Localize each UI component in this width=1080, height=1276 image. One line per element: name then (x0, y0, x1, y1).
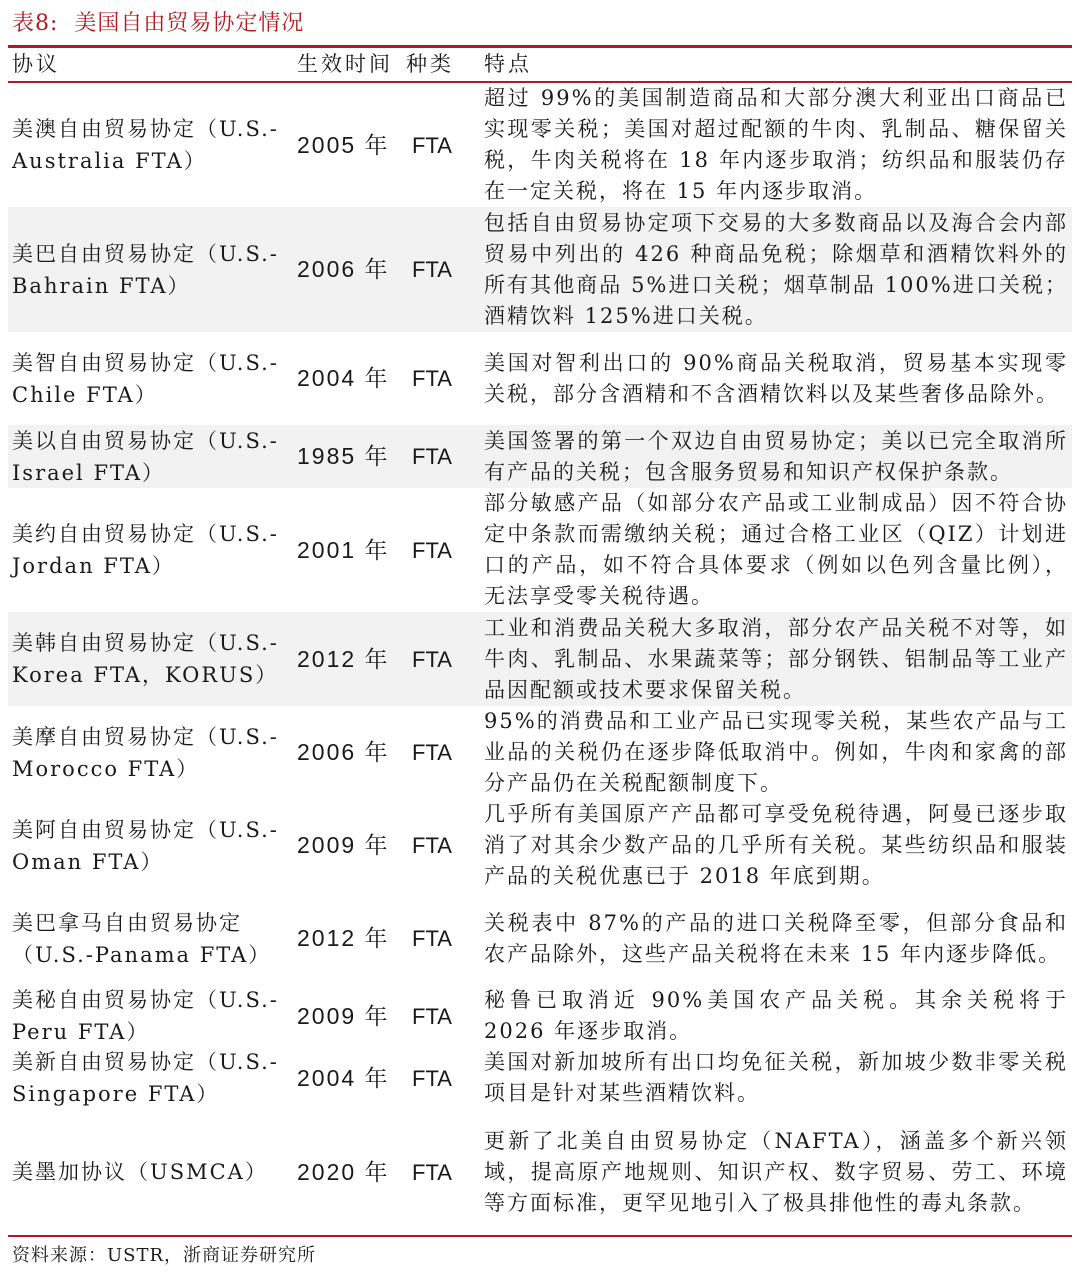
effective-year: 2012 年 (297, 645, 390, 672)
effective-year: 2020 年 (297, 1158, 390, 1185)
agreement-type: FTA (412, 646, 452, 672)
agreement-features: 更新了北美自由贸易协定（NAFTA），涵盖多个新兴领域，提高原产地规则、知识产权、数字贸易、劳工、环境等方面标准，更罕见地引入了极具排他性的毒丸条款。 (484, 1128, 1068, 1215)
table-row (8, 1047, 1072, 1109)
effective-year: 1985 年 (297, 443, 390, 469)
agreement-features: 美国签署的第一个双边自由贸易协定；美以已完全取消所有产品的关税；包含服务贸易和知识产权保护条款。 (484, 428, 1068, 484)
effective-year: 2004 年 (297, 1064, 390, 1091)
agreement-name: 美巴拿马自由贸易协定（U.S.-Panama FTA） (12, 910, 272, 967)
header-effective-date: 生效时间 (297, 52, 393, 76)
agreement-name: 美阿自由贸易协定（U.S.-Oman FTA） (12, 817, 279, 874)
agreement-name: 美秘自由贸易协定（U.S.-Peru FTA） (12, 988, 279, 1044)
header-type: 种类 (406, 52, 454, 76)
agreement-name: 美摩自由贸易协定（U.S.-Morocco FTA） (12, 724, 279, 781)
agreement-name: 美新自由贸易协定（U.S.-Singapore FTA） (12, 1050, 279, 1106)
effective-year: 2006 年 (297, 739, 390, 765)
agreement-name: 美以自由贸易协定（U.S.-Israel FTA） (12, 428, 279, 485)
agreement-type: FTA (412, 1003, 452, 1029)
agreement-name: 美巴自由贸易协定（U.S.-Bahrain FTA） (12, 241, 279, 298)
agreement-features: 秘鲁已取消近 90%美国农产品关税。其余关税将于 2026 年逐步取消。 (484, 988, 1068, 1043)
effective-year: 2012 年 (297, 925, 390, 951)
effective-year: 2009 年 (297, 1002, 390, 1029)
header-agreement: 协议 (12, 52, 60, 76)
agreement-features: 部分敏感产品（如部分农产品或工业制成品）因不符合协定中条款而需缴纳关税；通过合格工业区（QIZ）计划进口的产品，如不符合具体要求（例如以色列含量比例），无法享受零关税待遇。 (484, 491, 1068, 608)
table-row (8, 799, 1072, 892)
table-body (8, 83, 1072, 1235)
agreement-features: 工业和消费品关税大多取消，部分农产品关税不对等，如牛肉、乳制品、水果蔬菜等；部分钢铁、铝制品等工业产品因配额或技术要求保留关税。 (484, 615, 1068, 702)
agreement-type: FTA (412, 366, 452, 391)
agreement-type: FTA (412, 926, 452, 951)
agreement-features: 超过 99%的美国制造商品和大部分澳大利亚出口商品已实现零关税；美国对超过配额的牛肉、乳制品、糖保留关税，牛肉关税将在 18 年内逐步取消；纺织品和服装仍存在一定关税，将在 15 年内逐步取消。 (484, 86, 1068, 203)
agreement-name: 美澳自由贸易协定（U.S.-Australia FTA） (12, 117, 279, 173)
bottom-rule (8, 1235, 1072, 1237)
agreement-features: 美国对智利出口的 90%商品关税取消，贸易基本实现零关税，部分含酒精和不含酒精饮料以及某些奢侈品除外。 (484, 350, 1068, 406)
table-row (8, 892, 1072, 985)
effective-year: 2006 年 (297, 256, 390, 282)
agreement-name: 美墨加协议（USMCA） (12, 1160, 268, 1184)
table-title (12, 6, 304, 42)
header-features: 特点 (484, 52, 532, 76)
source-note: 资料来源：USTR，浙商证券研究所 (12, 1245, 317, 1266)
agreement-features: 几乎所有美国原产产品都可享受免税待遇，阿曼已逐步取消了对其余少数产品的几乎所有关税。某些纺织品和服装产品的关税优惠已于 2018 年底到期。 (484, 802, 1068, 888)
effective-year: 2005 年 (297, 131, 390, 158)
agreement-type: FTA (412, 444, 452, 469)
agreement-features: 95%的消费品和工业产品已实现零关税，某些农产品与工业品的关税仍在逐步降低取消中。例如，牛肉和家禽的部分产品仍在关税配额制度下。 (484, 709, 1068, 795)
agreement-name: 美韩自由贸易协定（U.S.-Korea FTA，KORUS） (12, 631, 279, 687)
table-row (8, 488, 1072, 612)
effective-year: 2009 年 (297, 832, 390, 858)
agreement-type: FTA (412, 1065, 452, 1091)
agreement-features: 美国对新加坡所有出口均免征关税，新加坡少数非零关税项目是针对某些酒精饮料。 (484, 1050, 1068, 1105)
agreement-type: FTA (412, 132, 452, 158)
agreement-name: 美约自由贸易协定（U.S.-Jordan FTA） (12, 522, 279, 578)
agreement-type: FTA (412, 537, 452, 563)
agreement-features: 关税表中 87%的产品的进口关税降至零，但部分食品和农产品除外，这些产品关税将在未来 15 年内逐步降低。 (484, 910, 1068, 966)
agreement-type: FTA (412, 740, 452, 765)
agreement-features: 包括自由贸易协定项下交易的大多数商品以及海合会内部贸易中列出的 426 种商品免税；除烟草和酒精饮料外的所有其他商品 5%进口关税；烟草制品 100%进口关税；酒精饮料 125%进口关税。 (484, 210, 1068, 328)
table-row (8, 425, 1072, 488)
agreement-type: FTA (412, 1159, 452, 1185)
table-row (8, 1109, 1072, 1235)
agreement-name: 美智自由贸易协定（U.S.-Chile FTA） (12, 350, 279, 407)
table-number: 表8: (12, 11, 59, 36)
table-row (8, 985, 1072, 1047)
effective-year: 2001 年 (297, 536, 390, 563)
table-row (8, 332, 1072, 425)
table-row (8, 706, 1072, 799)
table-row (8, 207, 1072, 332)
table-title-text: 美国自由贸易协定情况 (74, 11, 305, 36)
table-row (8, 612, 1072, 706)
effective-year: 2004 年 (297, 365, 390, 391)
agreement-type: FTA (412, 833, 452, 858)
agreement-type: FTA (412, 257, 452, 282)
table-row (8, 83, 1072, 207)
table-header (8, 48, 1072, 81)
